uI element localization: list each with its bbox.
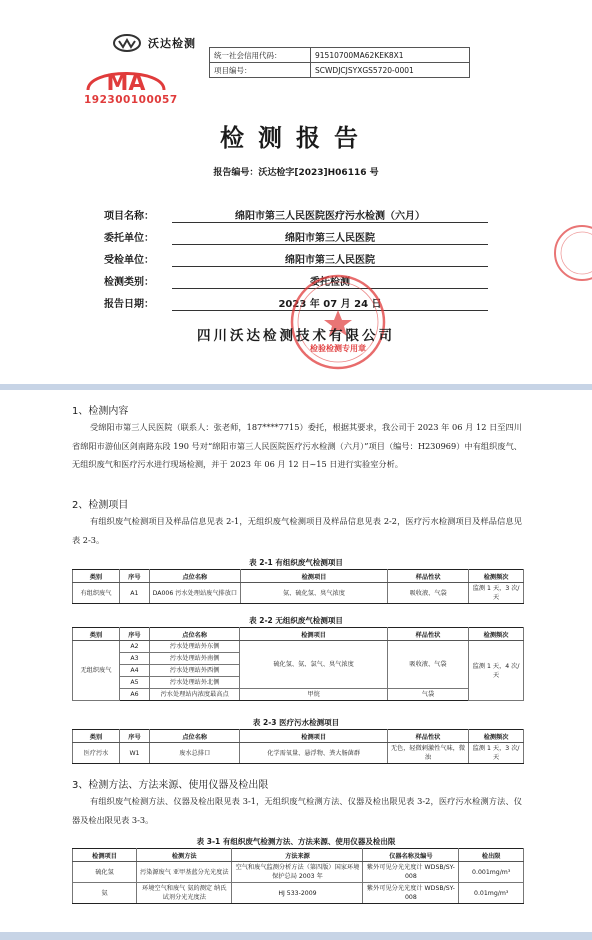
info-row <box>210 63 470 78</box>
report-title: 检测报告 <box>220 123 372 152</box>
info-row <box>210 48 470 63</box>
table-row <box>73 689 524 701</box>
cell-items: 化学需氧量、悬浮物、粪大肠菌群 <box>240 743 387 764</box>
col-header: 点位名称 <box>149 628 239 641</box>
col-header: 检测项目 <box>240 730 387 743</box>
inspection-seal-icon <box>288 272 388 372</box>
cell-sample: 气袋 <box>387 689 468 701</box>
cell-point: 污水处理站外西侧 <box>149 665 239 677</box>
col-header: 点位名称 <box>150 730 240 743</box>
ma-text: MA <box>106 71 146 96</box>
cell-no: A5 <box>119 677 149 689</box>
field-value-date: 2023 年 07 月 24 日 <box>172 295 488 311</box>
cell-no: A1 <box>119 583 149 604</box>
table-row <box>73 883 524 904</box>
cell-instrument: 紫外可见分光光度计 WDSB/SY-008 <box>363 862 459 883</box>
col-header: 检出限 <box>459 849 524 862</box>
cell-point: 污水处理站外北侧 <box>149 677 239 689</box>
section-2-body: 有组织废气检测项目及样品信息见表 2-1，无组织废气检测项目及样品信息见表 2-2，医疗污水检测项目及样品信息见表 2-3。 <box>72 516 522 545</box>
field-label-inspected: 受检单位： <box>104 255 154 266</box>
section-2-heading: 2、检测项目 <box>72 500 129 511</box>
report-number: 报告编号：沃达检字[2023]H06116 号 <box>213 168 379 178</box>
cell-point: DA006 污水处理站废气排放口 <box>149 583 240 604</box>
cell-method: 环境空气和废气 氨的测定 纳氏试剂分光光度法 <box>137 883 232 904</box>
col-header: 类别 <box>73 628 120 641</box>
cell-category: 有组织废气 <box>73 583 120 604</box>
company-logo <box>112 33 196 53</box>
section-3-heading: 3、检测方法、方法来源、使用仪器及检出限 <box>72 780 269 791</box>
field-value-category: 委托检测 <box>172 273 488 289</box>
field-label-project: 项目名称： <box>104 211 154 222</box>
info-label: 项目编号： <box>210 63 311 78</box>
cell-sample: 吸收液、气袋 <box>388 583 469 604</box>
cell-point: 污水处理站内浓度最高点 <box>149 689 239 701</box>
table-2-1-caption: 表 2-1 有组织废气检测项目 <box>249 558 343 567</box>
field-value-project: 绵阳市第三人民医院医疗污水检测（六月） <box>172 207 488 223</box>
col-header: 序号 <box>119 628 149 641</box>
cell-point: 污水处理站外南侧 <box>149 653 239 665</box>
section-1-heading: 1、检测内容 <box>72 406 129 417</box>
table-row <box>73 641 524 653</box>
col-header: 方法来源 <box>232 849 363 862</box>
col-header: 检测频次 <box>469 570 524 583</box>
table-2-2 <box>72 627 524 701</box>
cover-page <box>0 0 592 388</box>
cell-source: HJ 533-2009 <box>232 883 363 904</box>
cell-limit: 0.001mg/m³ <box>459 862 524 883</box>
cell-no: A6 <box>119 689 149 701</box>
table-2-3-caption: 表 2-3 医疗污水检测项目 <box>252 718 340 727</box>
col-header: 类别 <box>73 570 120 583</box>
col-header: 检测方法 <box>137 849 232 862</box>
table-3-1-caption: 表 3-1 有组织废气检测方法、方法来源、使用仪器及检出限 <box>196 837 396 846</box>
col-header: 样品性状 <box>387 628 468 641</box>
cell-sample: 吸收液、气袋 <box>387 641 468 689</box>
section-3-body: 有组织废气检测方法、仪器及检出限见表 3-1，无组织废气检测方法、仪器及检出限见表 3-2，医疗污水检测方法、仪器及检出限见表 3-3。 <box>72 796 522 825</box>
col-header: 检测频次 <box>469 730 524 743</box>
page-bottom-bar <box>0 932 592 940</box>
table-2-3 <box>72 729 524 764</box>
field-value-inspected: 绵阳市第三人民医院 <box>172 251 488 267</box>
cell-limit: 0.01mg/m³ <box>459 883 524 904</box>
cell-item: 硫化氢 <box>73 862 137 883</box>
cell-items: 甲烷 <box>240 689 387 701</box>
cell-freq: 监测 1 天，3 次/天 <box>469 743 524 764</box>
field-label-client: 委托单位： <box>104 233 154 244</box>
cell-instrument: 紫外可见分光光度计 WDSB/SY-008 <box>363 883 459 904</box>
col-header: 检测项目 <box>73 849 137 862</box>
page-separator <box>0 384 592 390</box>
info-value: 91510700MA62KEK8X1 <box>311 48 470 63</box>
logo-text: 沃达检测 <box>148 37 196 50</box>
cell-freq: 监测 1 天，4 次/天 <box>469 641 524 701</box>
cell-items: 氨、硫化氢、臭气浓度 <box>240 583 387 604</box>
section-1-body: 受绵阳市第三人民医院（联系人：张老师，187****7715）委托，根据其要求，我公司于 2023 年 06 月 12 日至四川省绵阳市游仙区剑南路东段 190 号对“绵阳市第三人民医院医疗污水检测（六月）”项目（编号：H230969）中有组织废气、无组织废气和医疗污水进行现场检测，并于 2023 年 06 月 12 日~15 日进行实验室分析。 <box>72 422 522 469</box>
field-value-client: 绵阳市第三人民医院 <box>172 229 488 245</box>
col-header: 序号 <box>119 730 149 743</box>
cell-point: 污水处理站外东侧 <box>149 641 239 653</box>
col-header: 样品性状 <box>388 570 469 583</box>
cell-item: 氨 <box>73 883 137 904</box>
col-header: 序号 <box>119 570 149 583</box>
col-header: 点位名称 <box>149 570 240 583</box>
credit-info-table <box>209 47 470 78</box>
table-row <box>73 743 524 764</box>
col-header: 仪器名称及编号 <box>363 849 459 862</box>
content-page <box>0 392 592 940</box>
col-header: 样品性状 <box>387 730 468 743</box>
table-2-1 <box>72 569 524 604</box>
table-3-1 <box>72 848 524 904</box>
cell-source: 空气和废气监测分析方法（第四版）国家环境保护总局 2003 年 <box>232 862 363 883</box>
table-row <box>73 583 524 604</box>
field-label-category: 检测类别： <box>104 277 154 288</box>
table-row <box>73 862 524 883</box>
cell-no: A4 <box>119 665 149 677</box>
cell-no: A3 <box>119 653 149 665</box>
info-label: 统一社会信用代码： <box>210 48 311 63</box>
cell-category: 医疗污水 <box>73 743 120 764</box>
cell-method: 污染源废气 亚甲基蓝分光光度法 <box>137 862 232 883</box>
company-name: 四川沃达检测技术有限公司 <box>197 328 395 344</box>
edge-seal-icon <box>538 222 592 284</box>
cell-sample: 无色，轻微刺激性气味，微浊 <box>387 743 468 764</box>
cell-no: A2 <box>119 641 149 653</box>
seal-text: 检验检测专用章 <box>310 344 366 353</box>
cell-freq: 监测 1 天，3 次/天 <box>469 583 524 604</box>
cell-point: 废水总排口 <box>150 743 240 764</box>
col-header: 检测项目 <box>240 570 387 583</box>
cell-category: 无组织废气 <box>73 641 120 701</box>
col-header: 类别 <box>73 730 120 743</box>
cma-number: 192300100057 <box>84 94 178 106</box>
col-header: 检测项目 <box>240 628 387 641</box>
col-header: 检测频次 <box>469 628 524 641</box>
wd-logo-icon <box>112 33 142 53</box>
cell-no: W1 <box>119 743 149 764</box>
table-2-2-caption: 表 2-2 无组织废气检测项目 <box>249 616 343 625</box>
field-label-date: 报告日期： <box>104 299 154 310</box>
cell-items: 硫化氢、氨、氯气、臭气浓度 <box>240 641 387 689</box>
info-value: SCWDJCJSYXGS5720-0001 <box>311 63 470 78</box>
